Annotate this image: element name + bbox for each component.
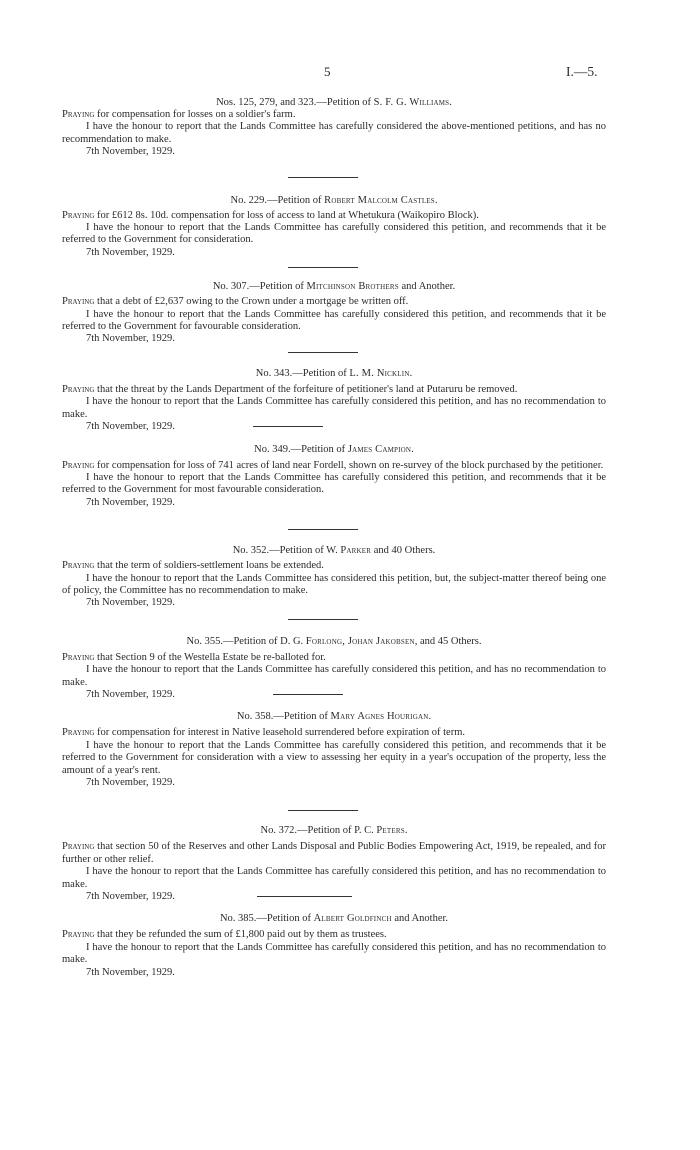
petition-title: No. 352.—Petition of W. Parker and 40 Others. — [232, 545, 436, 557]
petition-entry — [62, 97, 606, 159]
petition-entry — [62, 368, 606, 434]
section-divider — [273, 694, 343, 695]
petitions-list — [62, 97, 606, 979]
petitioner-name: Parker — [340, 545, 372, 557]
petitioner-name: L. M. Nicklin — [349, 367, 410, 379]
petitioner-name: Peters — [376, 825, 405, 837]
report-text: I have the honour to report that the Lands Committee has carefully considered the above-mentioned petitions, and has no recommendation to make. — [62, 121, 606, 145]
section-divider — [288, 177, 358, 178]
report-date: 7th November, 1929. — [62, 891, 606, 903]
section-divider — [288, 529, 358, 530]
petitioner-name: S. F. G. Williams — [373, 97, 450, 108]
report-text: I have the honour to report that the Lands Committee has carefully considered this petition, and has no recommendation to make. — [62, 866, 606, 890]
report-date: 7th November, 1929. — [86, 496, 175, 508]
petition-entry — [62, 711, 606, 789]
petition-title: No. 343.—Petition of L. M. Nicklin. — [255, 367, 413, 379]
report-date: 7th November, 1929. — [62, 689, 606, 701]
report-date: 7th November, 1929. — [86, 246, 175, 258]
petition-entry — [62, 444, 606, 510]
section-divider — [257, 896, 352, 897]
report-text: I have the honour to report that the Lands Committee has carefully considered this petition, and recommends that it be referred to the Government for consideration with a view to assessing her equity in a year's occupation of the property, less the amount of a year's rent. — [62, 739, 606, 776]
section-divider — [288, 352, 358, 353]
section-divider — [253, 426, 323, 427]
report-date: 7th November, 1929. — [86, 966, 175, 978]
petition-title: No. 358.—Petition of Mary Agnes Hourigan. — [236, 711, 432, 723]
report-date: 7th November, 1929. — [62, 421, 606, 433]
petition-title: No. 385.—Petition of Albert Goldfinch and Another. — [219, 913, 449, 925]
petition-entry — [62, 545, 606, 610]
petitioner-name: Robert Malcolm Castles — [324, 194, 435, 206]
petition-title: Nos. 125, 279, and 323.—Petition of S. F. G. Williams. — [216, 97, 452, 108]
petition-entry — [62, 913, 606, 979]
praying-text: Praying for £612 8s. 10d. compensation for loss of access to land at Whetukura (Waikopiro Block). — [62, 209, 479, 221]
petitioner-name: Albert Goldfinch — [313, 913, 392, 925]
praying-text: Praying for compensation for losses on a soldier's farm. — [62, 109, 296, 120]
petition-entry — [62, 825, 606, 903]
petition-title: No. 372.—Petition of P. C. Peters. — [260, 825, 408, 837]
praying-text: Praying that the threat by the Lands Department of the forfeiture of petitioner's land at Putaruru be removed. — [62, 383, 518, 395]
petition-entry — [62, 636, 606, 702]
praying-text: Praying that section 50 of the Reserves and other Lands Disposal and Public Bodies Empowering Act, 1919, be repealed, and for further or other relief. — [62, 841, 606, 865]
praying-text: Praying for compensation for loss of 741 acres of land near Fordell, shown on re-survey of the block purchased by the petitioner. — [62, 459, 604, 471]
page-number: 5 — [324, 64, 331, 79]
report-text: I have the honour to report that the Lands Committee has considered this petition, but, the subject-matter thereof being one of policy, the Committee has no recommendation to make. — [62, 572, 606, 596]
report-text: I have the honour to report that the Lands Committee has carefully considered this petition, and recommends that it be referred to the Government for favourable consideration. — [62, 308, 606, 333]
petition-entry — [62, 195, 606, 260]
praying-text: Praying that a debt of £2,637 owing to the Crown under a mortgage be written off. — [62, 296, 409, 308]
report-text: I have the honour to report that the Lands Committee has carefully considered this petition, and has no recommendation to make. — [62, 941, 606, 966]
section-divider — [288, 810, 358, 811]
report-text: I have the honour to report that the Lands Committee has carefully considered this petition, and has no recommendation to make. — [62, 396, 606, 420]
praying-text: Praying that they be refunded the sum of £1,800 paid out by them as trustees. — [62, 929, 387, 941]
petitioner-name: Mitchinson Brothers — [306, 281, 399, 293]
report-text: I have the honour to report that the Lands Committee has carefully considered this petition, and recommends that it be referred to the Government for most favourable consideration. — [62, 471, 606, 496]
petition-title: No. 307.—Petition of Mitchinson Brothers and Another. — [212, 281, 456, 293]
report-text: I have the honour to report that the Lands Committee has carefully considered this petition, and has no recommendation to make. — [62, 664, 606, 688]
report-date: 7th November, 1929. — [86, 146, 175, 158]
petitioner-name: James Campion — [347, 443, 412, 455]
document-reference: I.—5. — [566, 64, 598, 79]
section-divider — [288, 619, 358, 620]
petition-title: No. 349.—Petition of James Campion. — [254, 443, 414, 455]
petition-title: No. 355.—Petition of D. G. Forlong, Johan Jakobsen, and 45 Others. — [186, 635, 482, 647]
praying-text: Praying that Section 9 of the Westella Estate be re-balloted for. — [62, 651, 326, 663]
praying-text: Praying that the term of soldiers-settlement loans be extended. — [62, 560, 324, 572]
report-text: I have the honour to report that the Lands Committee has carefully considered this petition, and recommends that it be referred to the Government for consideration. — [62, 222, 606, 246]
petition-entry — [62, 281, 606, 346]
petition-title: No. 229.—Petition of Robert Malcolm Castles. — [230, 194, 438, 206]
praying-text: Praying for compensation for interest in Native leasehold surrendered before expiration of term. — [62, 727, 465, 739]
report-date: 7th November, 1929. — [86, 333, 175, 345]
report-date: 7th November, 1929. — [86, 777, 175, 788]
section-divider — [288, 267, 358, 268]
report-date: 7th November, 1929. — [86, 597, 175, 609]
petitioner-name: Forlong, Johan Jakobsen — [305, 635, 415, 647]
petitioner-name: Mary Agnes Hourigan — [330, 711, 429, 723]
